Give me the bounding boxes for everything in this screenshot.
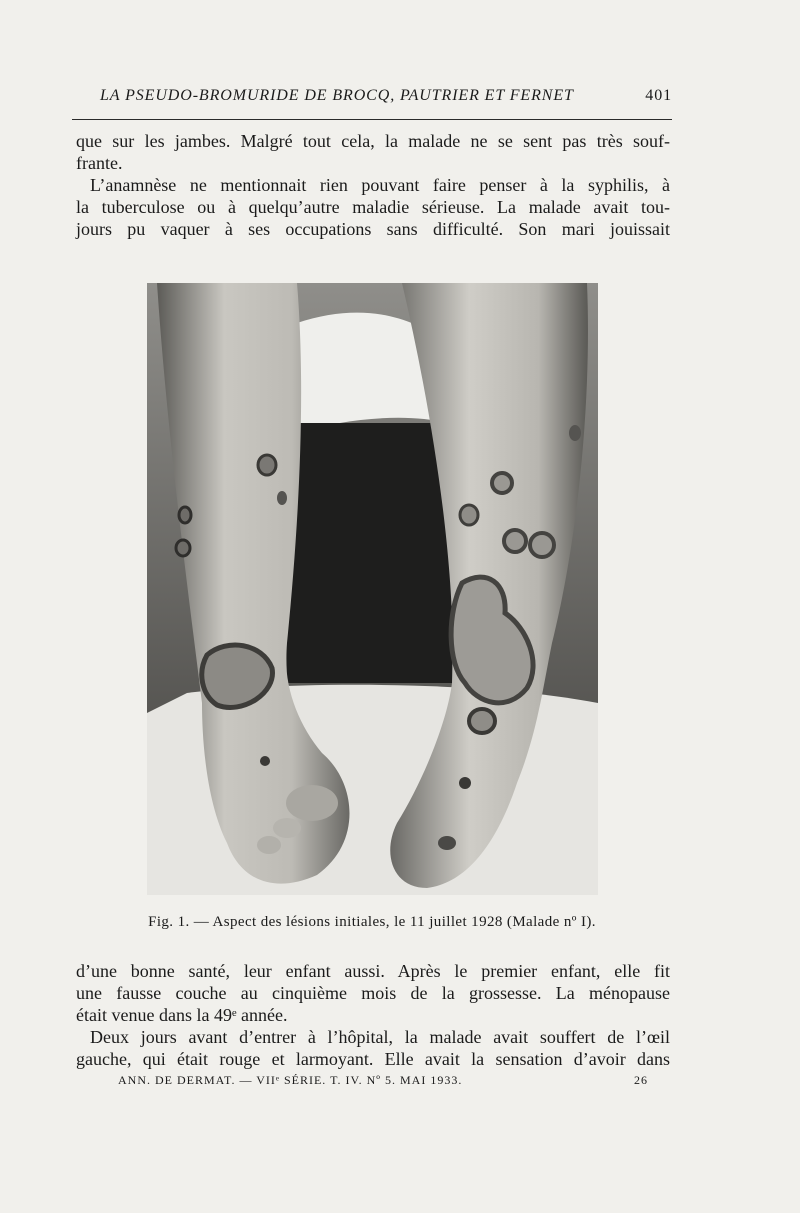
figure-caption: Fig. 1. — Aspect des lésions initiales, le 11 juillet 1928 (Malade nº I). [148, 914, 596, 930]
text-line: L’anamnèse ne mentionnait rien pouvant faire penser à la syphilis, à [90, 175, 670, 195]
journal-citation: ANN. DE DERMAT. — VIIᵉ SÉRIE. T. IV. Nº 5. MAI 1933. [118, 1073, 463, 1087]
figure-photograph [147, 283, 598, 895]
text-line: une fausse couche au cinquième mois de la grossesse. La ménopause [76, 983, 670, 1003]
running-head-title: LA PSEUDO-BROMURIDE DE BROCQ, PAUTRIER ET FERNET [100, 87, 574, 104]
page-number: 401 [645, 87, 672, 104]
running-head [100, 87, 672, 105]
text-line: frante. [76, 153, 123, 173]
body-text-top [76, 130, 670, 240]
page-footer [118, 1073, 648, 1088]
text-line: la tuberculose ou à quelqu’autre maladie sérieuse. La malade avait tou- [76, 197, 670, 217]
text-line: était venue dans la 49ᵉ année. [76, 1005, 288, 1025]
text-line: jours pu vaquer à ses occupations sans difficulté. Son mari jouissait [76, 219, 670, 239]
legs-photo-illustration [147, 283, 598, 895]
signature-mark: 26 [634, 1073, 648, 1087]
text-line: Deux jours avant d’entrer à l’hôpital, la malade avait souffert de l’œil [90, 1027, 670, 1047]
text-line: gauche, qui était rouge et larmoyant. Elle avait la sensation d’avoir dans [76, 1049, 670, 1069]
text-line: que sur les jambes. Malgré tout cela, la malade ne se sent pas très souf- [76, 131, 670, 151]
text-line: d’une bonne santé, leur enfant aussi. Après le premier enfant, elle fit [76, 961, 670, 981]
header-rule [72, 119, 672, 120]
body-text-bottom [76, 960, 670, 1070]
